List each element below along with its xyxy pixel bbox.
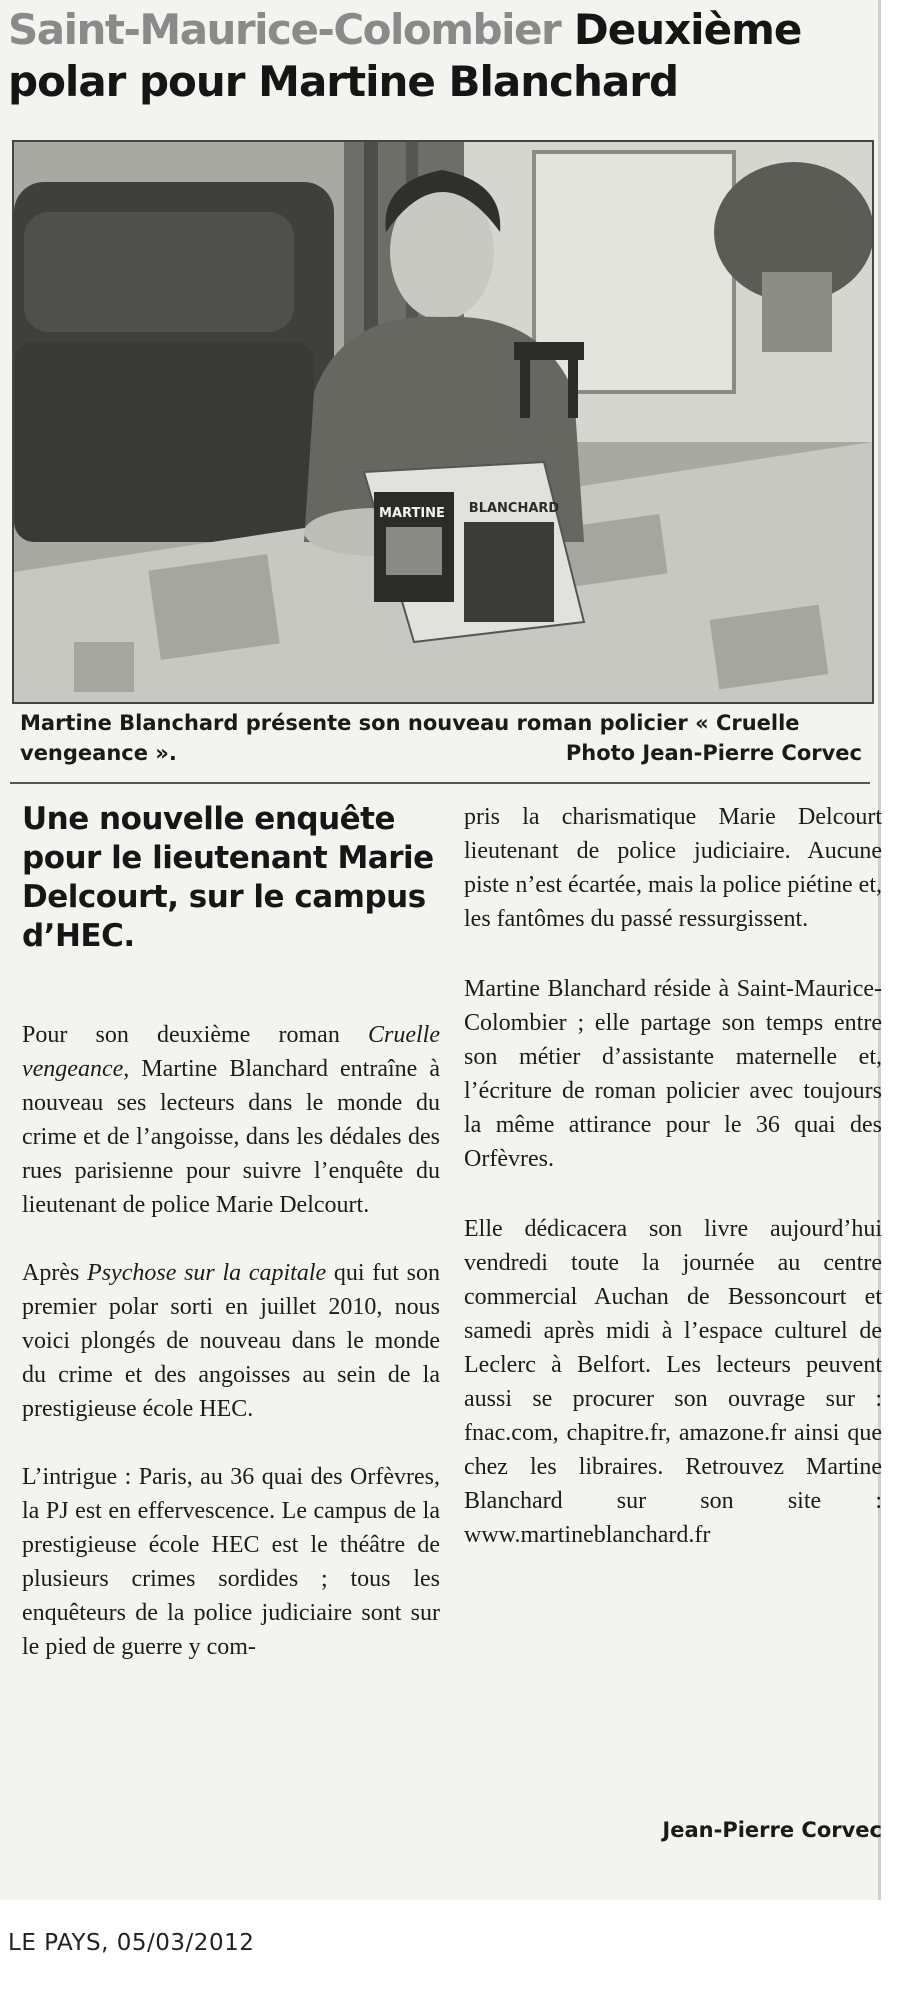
p2-end: qui fut son premier polar sorti en juillet 2010, nous voici plongés de nouveau dans le monde du crime et des angoisses au sein de la prestigieuse école HEC. [22, 1260, 441, 1422]
left-column [22, 800, 440, 1698]
photo-credit: Photo Jean-Pierre Corvec [565, 741, 862, 765]
paragraph-book-signing: Elle dédicacera son livre aujourd’hui vendredi toute la journée au centre commercial Auchan de Bessoncourt et samedi après midi à l’espace culturel de Leclerc à Belfort. Les lecteurs peuvent aussi se procurer son ouvrage sur : fnac.com, chapitre.fr, amazone.fr ainsi que chez les libraires. Retrouvez Martine Blanchard sur son site : www.martineblanchard.fr [464, 1216, 882, 1548]
p2-start: Après [22, 1260, 88, 1286]
p1-end: , Martine Blanchard entraîne à nouveau ses lecteurs dans le monde du crime et de l’angoisse, dans les dédales des rues parisienne pour suivre l’enquête du lieutenant de police Marie Delcourt. [22, 1056, 440, 1218]
paragraph-first-novel [22, 1256, 440, 1426]
p1-start: Pour son deuxième roman [22, 1022, 368, 1048]
article-photo [12, 140, 874, 704]
article-subhead: Une nouvelle enquête pour le lieutenant Marie Delcourt, sur le campus d’HEC. [22, 801, 434, 954]
paragraph-intro [22, 1018, 440, 1222]
book-title-psychose: Psychose sur la capitale [87, 1260, 327, 1286]
paragraph-plot: L’intrigue : Paris, au 36 quai des Orfèvres, la PJ est en effervescence. Le campus de la prestigieuse école HEC est le théâtre de plusieurs crimes sordides ; tous les enquêteurs de la police judiciaire sont sur le pied de guerre y com- [22, 1464, 440, 1660]
book-cover-author: MARTINE [379, 506, 445, 521]
photo-caption [20, 708, 878, 768]
article-headline [8, 4, 870, 108]
headline-location: Saint-Maurice-Colombier [8, 5, 561, 54]
headline-title: Deuxième polar pour Martine Blanchard [8, 5, 802, 106]
source-line: LE PAYS, 05/03/2012 [8, 1930, 255, 1956]
photo-of-author-with-book-icon [14, 142, 872, 702]
paragraph-author-life: Martine Blanchard réside à Saint-Maurice-Colombier ; elle partage son temps entre son métier d’assistante maternelle et, l’écriture de roman policier avec toujours la même attirance pour le 36 quai des Orfèvres. [464, 976, 882, 1172]
paragraph-plot-continued: pris la charismatique Marie Delcourt lieutenant de police judiciaire. Aucune piste n’est écartée, mais la police piétine et, les fantômes du passé ressurgissent. [464, 804, 882, 932]
book-title-cruelle-vengeance: Cruelle vengeance [22, 1022, 440, 1082]
book-cover-author-surname: BLANCHARD [468, 501, 560, 516]
article-byline: Jean-Pierre Corvec [662, 1818, 882, 1842]
caption-text: Martine Blanchard présente son nouveau roman policier « Cruelle vengeance ». [20, 711, 800, 765]
right-column [464, 800, 882, 1588]
section-divider [10, 782, 870, 784]
